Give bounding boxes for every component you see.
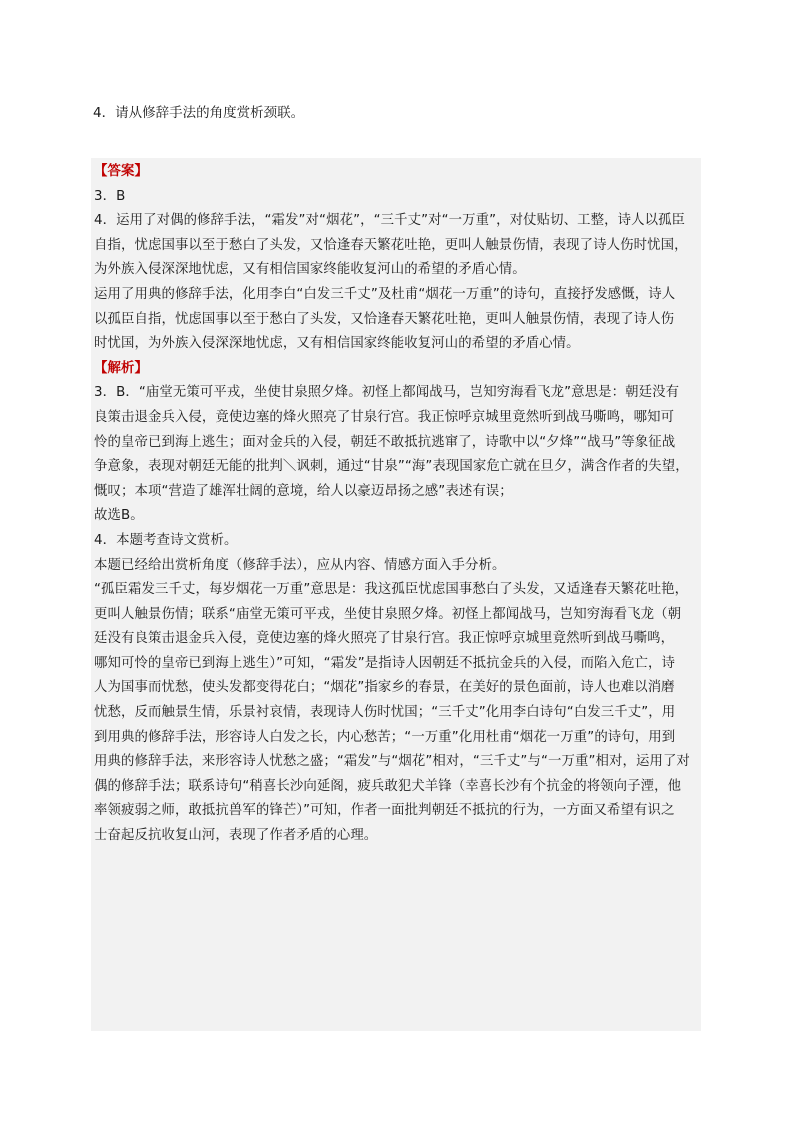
analysis-line: 慨叹；本项“营造了雄浑壮阔的意境，给人以豪迈昂扬之感”表述有误；	[94, 483, 513, 499]
analysis-line: 争意象，表现对朝廷无能的批判＼讽刺，通过“甘泉”“海”表现国家危亡就在旦夕，满含作者的失望，	[94, 459, 689, 475]
analysis-line: 忧愁，反而触景生情，乐景衬哀情，表现诗人伤时忧国；“三千丈”化用李白诗句“白发三千丈”，用	[94, 705, 676, 721]
answer-line: 为外族入侵深深地忧虑，又有相信国家终能收复河山的希望的矛盾心情。	[94, 262, 526, 278]
analysis-line: 人为国事而忧愁，使头发都变得花白；“烟花”指家乡的春景，在美好的景色面前，诗人也难以消磨	[94, 680, 675, 696]
analysis-line: 率领疲弱之师，敢抵抗兽军的锋芒）”可知，作者一面批判朝廷不抵抗的行为，一方面又希望有识之	[94, 803, 675, 819]
analysis-section	[94, 381, 699, 848]
analysis-line: 更叫人触景伤情；联系“庙堂无策可平戎，坐使甘泉照夕烽。初怪上都闻战马，岂知穷海看飞龙（朝	[94, 606, 682, 622]
answer-analysis-block	[91, 158, 701, 1031]
answer-line: 以孤臣自指，忧虑国事以至于愁白了头发，又恰逢春天繁花吐艳，更叫人触景伤情，表现了诗人伤	[94, 311, 675, 327]
analysis-line: 用典的修辞手法，来形容诗人忧愁之盛；“霜发”与“烟花”相对，“三千丈”与“一万重”相对，运用了对	[94, 754, 690, 770]
answer-heading: 【答案】	[94, 164, 148, 179]
answer-line: 运用了用典的修辞手法，化用李白“白发三千丈”及杜甫“烟花一万重”的诗句，直接抒发感慨，诗人	[94, 286, 676, 302]
analysis-line: 廷没有良策击退金兵入侵，竟使边塞的烽火照亮了甘泉行宫。我正惊呼京城里竟然听到战马嘶鸣，	[94, 631, 675, 647]
analysis-line: 故选B。	[94, 508, 144, 524]
answer-line: 时忧国，为外族入侵深深地忧虑，又有相信国家终能收复河山的希望的矛盾心情。	[94, 336, 580, 352]
analysis-line: 本题已经给出赏析角度（修辞手法），应从内容、情感方面入手分析。	[94, 557, 506, 573]
analysis-heading: 【解析】	[94, 360, 148, 376]
answer-line: 自指，忧虑国事以至于愁白了头发，又恰逢春天繁花吐艳，更叫人触景伤情，表现了诗人伤时忧国，	[94, 237, 688, 253]
analysis-line: 良策击退金兵入侵，竟使边塞的烽火照亮了甘泉行宫。我正惊呼京城里竟然听到战马嘶鸣，哪知可	[94, 409, 675, 425]
analysis-line: 到用典的修辞手法，形容诗人白发之长，内心愁苦；“一万重”化用杜甫“烟花一万重”的诗句，用到	[94, 729, 676, 745]
analysis-line: 3．B．“庙堂无策可平戎，坐使甘泉照夕烽。初怪上都闻战马，岂知穷海看飞龙”意思是：朝廷没有	[94, 385, 680, 401]
answer-line: 3．B	[94, 188, 126, 204]
question-text: 4．请从修辞手法的角度赏析颈联。	[93, 105, 305, 121]
analysis-line: 哪知可怜的皇帝已到海上逃生）”可知，“霜发”是指诗人因朝廷不抵抗金兵的入侵，而陷入危亡，诗	[94, 655, 676, 671]
analysis-line: 4．本题考查诗文赏析。	[94, 532, 238, 548]
analysis-line: “孤臣霜发三千丈，每岁烟花一万重”意思是：我这孤臣忧虑国事愁白了头发，又适逢春天繁花吐艳，	[94, 582, 689, 598]
analysis-line: 偶的修辞手法；联系诗句“稍喜长沙向延阁，疲兵敢犯犬羊锋（幸喜长沙有个抗金的将领向子湮，他	[94, 778, 682, 794]
answer-line: 4．运用了对偶的修辞手法，“霜发”对“烟花”，“三千丈”对“一万重”，对仗贴切、工整，诗人以孤臣	[94, 213, 686, 229]
analysis-line: 怜的皇帝已到海上逃生；面对金兵的入侵，朝廷不敢抵抗逃窜了，诗歌中以“夕烽”“战马”等象征战	[94, 434, 676, 450]
answer-section	[94, 185, 699, 357]
analysis-line: 士奋起反抗收复山河，表现了作者矛盾的心理。	[94, 828, 378, 844]
